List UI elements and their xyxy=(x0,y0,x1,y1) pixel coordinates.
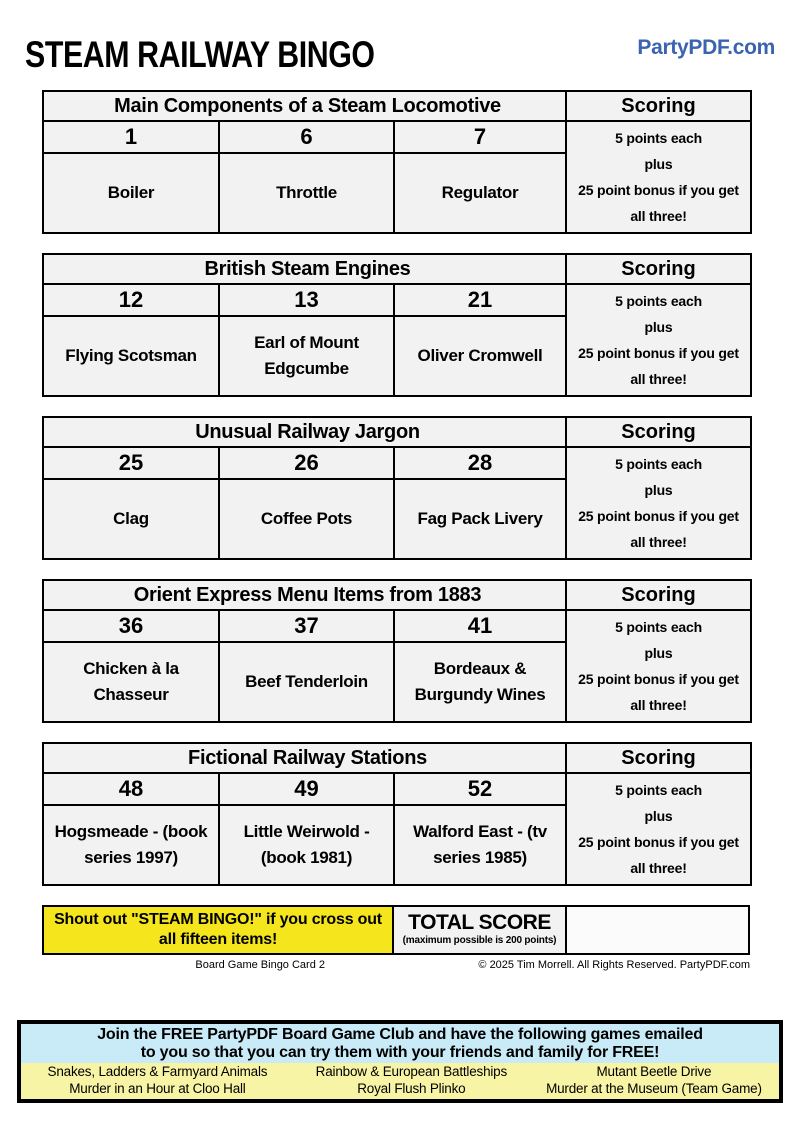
bingo-number-cell: 37 xyxy=(219,610,394,642)
bingo-item-cell: Boiler xyxy=(43,153,219,233)
total-score-note: (maximum possible is 200 points) xyxy=(402,935,557,946)
club-banner xyxy=(17,1020,783,1103)
game-name: Royal Flush Plinko xyxy=(357,1081,466,1096)
page-header xyxy=(25,34,775,80)
scoring-line-3: 25 point bonus if you get all three! xyxy=(578,508,739,550)
shout-text: Shout out "STEAM BINGO!" if you cross out all fifteen items! xyxy=(54,911,382,948)
scoring-line-2: plus xyxy=(644,808,673,824)
bingo-item-cell: Coffee Pots xyxy=(219,479,394,559)
scoring-line-2: plus xyxy=(644,156,673,172)
bingo-item-cell: Walford East - (tv series 1985) xyxy=(394,805,566,885)
scoring-header-cell: Scoring xyxy=(566,91,751,121)
bingo-number-cell: 26 xyxy=(219,447,394,479)
total-score-box xyxy=(392,907,565,953)
scoring-header-cell: Scoring xyxy=(566,254,751,284)
brand-link[interactable]: PartyPDF.com xyxy=(637,36,775,59)
game-name: Murder at the Museum (Team Game) xyxy=(546,1081,762,1096)
bingo-card-body xyxy=(42,90,750,971)
bingo-number-cell: 13 xyxy=(219,284,394,316)
scoring-line-1: 5 points each xyxy=(615,130,702,146)
bingo-number-cell: 6 xyxy=(219,121,394,153)
banner-heading-line-2: to you so that you can try them with your friends and family for FREE! xyxy=(140,1044,660,1061)
scoring-line-1: 5 points each xyxy=(615,293,702,309)
footer xyxy=(42,959,750,971)
bingo-number-cell: 49 xyxy=(219,773,394,805)
bingo-number-cell: 21 xyxy=(394,284,566,316)
bingo-number-cell: 41 xyxy=(394,610,566,642)
scoring-note-cell xyxy=(566,773,751,885)
scoring-note-cell xyxy=(566,121,751,233)
bingo-item-cell: Beef Tenderloin xyxy=(219,642,394,722)
section-title-cell: Unusual Railway Jargon xyxy=(43,417,566,447)
banner-heading-line-1: Join the FREE PartyPDF Board Game Club and have the following games emailed xyxy=(97,1026,703,1043)
score-strip xyxy=(42,905,750,955)
scoring-note-cell xyxy=(566,447,751,559)
game-name: Mutant Beetle Drive xyxy=(596,1064,712,1079)
bingo-number-cell: 12 xyxy=(43,284,219,316)
bingo-section-table xyxy=(42,742,752,886)
game-name: Murder in an Hour at Cloo Hall xyxy=(69,1081,246,1096)
scoring-line-1: 5 points each xyxy=(615,619,702,635)
section-title-cell: Main Components of a Steam Locomotive xyxy=(43,91,566,121)
bingo-item-cell: Oliver Cromwell xyxy=(394,316,566,396)
bingo-sections xyxy=(42,90,750,886)
bingo-number-cell: 28 xyxy=(394,447,566,479)
bingo-item-cell: Regulator xyxy=(394,153,566,233)
total-score-label: TOTAL SCORE xyxy=(408,911,551,934)
scoring-header-cell: Scoring xyxy=(566,743,751,773)
scoring-line-1: 5 points each xyxy=(615,456,702,472)
bingo-number-cell: 25 xyxy=(43,447,219,479)
bingo-item-cell: Clag xyxy=(43,479,219,559)
banner-game-list xyxy=(21,1063,779,1099)
game-name: Snakes, Ladders & Farmyard Animals xyxy=(47,1064,268,1079)
section-title-cell: British Steam Engines xyxy=(43,254,566,284)
scoring-line-1: 5 points each xyxy=(615,782,702,798)
bingo-number-cell: 48 xyxy=(43,773,219,805)
scoring-line-3: 25 point bonus if you get all three! xyxy=(578,345,739,387)
bingo-number-cell: 36 xyxy=(43,610,219,642)
scoring-line-2: plus xyxy=(644,319,673,335)
bingo-item-cell: Fag Pack Livery xyxy=(394,479,566,559)
scoring-line-2: plus xyxy=(644,482,673,498)
bingo-number-cell: 1 xyxy=(43,121,219,153)
game-name: Rainbow & European Battleships xyxy=(315,1064,508,1079)
bingo-item-cell: Little Weirwold - (book 1981) xyxy=(219,805,394,885)
footer-card-label: Board Game Bingo Card 2 xyxy=(195,959,326,971)
bingo-item-cell: Throttle xyxy=(219,153,394,233)
bingo-number-cell: 7 xyxy=(394,121,566,153)
section-title-cell: Orient Express Menu Items from 1883 xyxy=(43,580,566,610)
bingo-item-cell: Hogsmeade - (book series 1997) xyxy=(43,805,219,885)
bingo-item-cell: Flying Scotsman xyxy=(43,316,219,396)
footer-copyright: © 2025 Tim Morrell. All Rights Reserved. PartyPDF.com xyxy=(478,959,750,971)
shout-box xyxy=(44,907,392,953)
bingo-section-table xyxy=(42,253,752,397)
scoring-note-cell xyxy=(566,610,751,722)
scoring-note-cell xyxy=(566,284,751,396)
scoring-line-2: plus xyxy=(644,645,673,661)
bingo-item-cell: Bordeaux & Burgundy Wines xyxy=(394,642,566,722)
banner-heading xyxy=(21,1024,779,1063)
bingo-item-cell: Chicken à la Chasseur xyxy=(43,642,219,722)
page-title: STEAM RAILWAY BINGO xyxy=(25,34,375,75)
scoring-line-3: 25 point bonus if you get all three! xyxy=(578,834,739,876)
scoring-header-cell: Scoring xyxy=(566,580,751,610)
scoring-line-3: 25 point bonus if you get all three! xyxy=(578,671,739,713)
bingo-item-cell: Earl of Mount Edgcumbe xyxy=(219,316,394,396)
bingo-section-table xyxy=(42,416,752,560)
section-title-cell: Fictional Railway Stations xyxy=(43,743,566,773)
bingo-number-cell: 52 xyxy=(394,773,566,805)
scoring-line-3: 25 point bonus if you get all three! xyxy=(578,182,739,224)
bingo-section-table xyxy=(42,579,752,723)
bingo-section-table xyxy=(42,90,752,234)
score-entry-box xyxy=(565,907,748,953)
scoring-header-cell: Scoring xyxy=(566,417,751,447)
